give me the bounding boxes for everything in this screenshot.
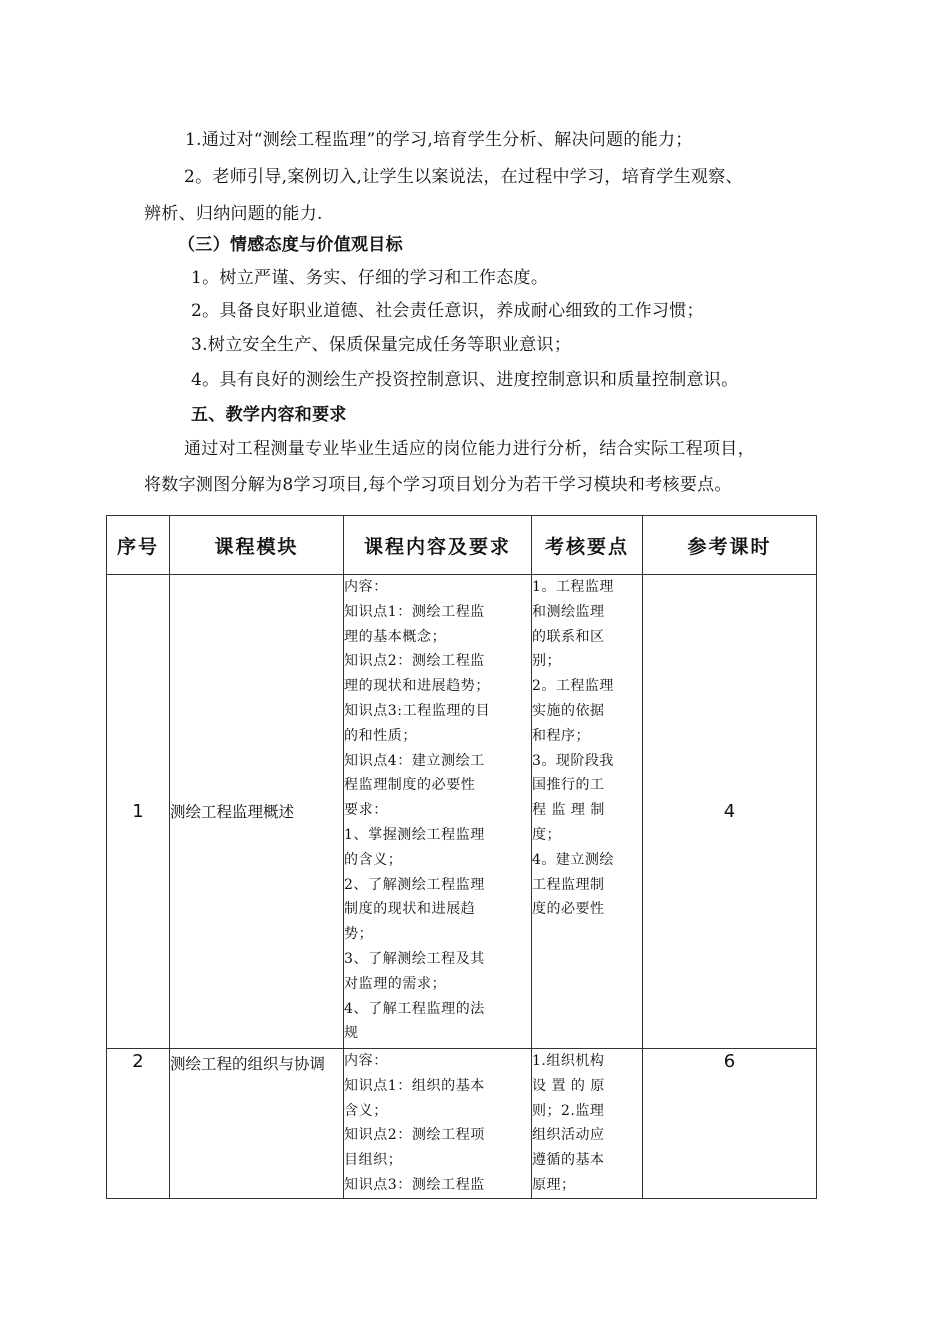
- section-heading-3: （三）情感态度与价值观目标: [178, 235, 403, 255]
- keypoint-line: 设 置 的 原: [532, 1077, 605, 1094]
- keypoint-line: 度的必要性: [532, 901, 605, 918]
- row-module: 测绘工程的组织与协调: [170, 1049, 344, 1199]
- keypoint-line: 组织活动应: [532, 1127, 605, 1144]
- content-line: 理的基本概念；: [344, 628, 447, 645]
- content-line: 知识点3：测绘工程监: [344, 1176, 485, 1193]
- content-line: 程监理制度的必要性: [344, 777, 476, 794]
- paragraph-skill-1: 1.通过对“测绘工程监理”的学习,培育学生分析、解决问题的能力；: [185, 130, 693, 150]
- keypoint-line: 程 监 理 制: [532, 802, 605, 819]
- row-content: [344, 575, 532, 1049]
- keypoint-line: 原理；: [532, 1176, 576, 1193]
- paragraph-skill-2b: 辨析、归纳问题的能力.: [144, 204, 323, 224]
- keypoint-line: 则；2.监理: [532, 1102, 605, 1119]
- content-line: 知识点1：测绘工程监: [344, 603, 485, 620]
- paragraph-attitude-2: 2。具备良好职业道德、社会责任意识，养成耐心细致的工作习惯；: [191, 301, 704, 321]
- row-index: 2: [107, 1049, 170, 1199]
- content-line: 知识点2：测绘工程监: [344, 653, 485, 670]
- header-module: 课程模块: [170, 516, 344, 575]
- keypoint-line: 度；: [532, 826, 561, 843]
- keypoint-line: 国推行的工: [532, 777, 605, 794]
- keypoint-line: 和程序；: [532, 727, 590, 744]
- paragraph-skill-2a: 2。老师引导,案例切入,让学生以案说法，在过程中学习，培育学生观察、: [184, 167, 743, 187]
- keypoint-line: 和测绘监理: [532, 603, 605, 620]
- keypoint-line: 的联系和区: [532, 628, 605, 645]
- content-line: 1、掌握测绘工程监理: [344, 826, 485, 843]
- content-line: 知识点4：建立测绘工: [344, 752, 485, 769]
- row-keypoints: [532, 575, 643, 1049]
- content-line: 3、了解测绘工程及其: [344, 950, 485, 967]
- content-line: 规: [344, 1025, 359, 1042]
- row-index: 1: [107, 575, 170, 1049]
- table-row: [107, 575, 817, 1049]
- table-row: [107, 1049, 817, 1199]
- content-line: 知识点1：组织的基本: [344, 1077, 485, 1094]
- row-module: 测绘工程监理概述: [170, 575, 344, 1049]
- content-line: 4、了解工程监理的法: [344, 1000, 485, 1017]
- keypoint-line: 工程监理制: [532, 876, 605, 893]
- row-hours: 4: [643, 575, 817, 1049]
- content-line: 制度的现状和进展趋: [344, 901, 476, 918]
- keypoint-line: 实施的依据: [532, 702, 605, 719]
- content-line: 的含义；: [344, 851, 403, 868]
- content-line: 知识点2：测绘工程项: [344, 1127, 485, 1144]
- content-line: 内容：: [344, 579, 388, 595]
- keypoint-line: 1.组织机构: [532, 1053, 605, 1069]
- content-line: 的和性质；: [344, 727, 417, 744]
- keypoint-line: 2。工程监理: [532, 678, 614, 695]
- content-line: 2、了解测绘工程监理: [344, 876, 485, 893]
- header-content: 课程内容及要求: [344, 516, 532, 575]
- section-heading-5: 五、教学内容和要求: [191, 405, 347, 425]
- content-line: 理的现状和进展趋势；: [344, 678, 490, 695]
- content-line: 知识点3:工程监理的目: [344, 702, 491, 719]
- keypoint-line: 3。现阶段我: [532, 752, 614, 769]
- table-header-row: [107, 516, 817, 575]
- paragraph-attitude-4: 4。具有良好的测绘生产投资控制意识、进度控制意识和质量控制意识。: [191, 370, 739, 390]
- header-hours: 参考课时: [643, 516, 817, 575]
- content-line: 含义；: [344, 1102, 388, 1119]
- row-hours: 6: [643, 1049, 817, 1199]
- content-line: 目组织；: [344, 1152, 403, 1169]
- paragraph-intro-2: 将数字测图分解为8学习项目,每个学习项目划分为若干学习模块和考核要点。: [144, 475, 732, 495]
- paragraph-attitude-3: 3.树立安全生产、保质保量完成任务等职业意识；: [191, 335, 572, 355]
- paragraph-attitude-1: 1。树立严谨、务实、仔细的学习和工作态度。: [191, 268, 549, 288]
- course-table: [106, 515, 817, 1199]
- keypoint-line: 别；: [532, 653, 561, 670]
- row-keypoints: [532, 1049, 643, 1199]
- header-keypoints: 考核要点: [532, 516, 643, 575]
- content-line: 要求：: [344, 802, 388, 819]
- content-line: 内容：: [344, 1053, 388, 1069]
- keypoint-line: 遵循的基本: [532, 1152, 605, 1169]
- keypoint-line: 1。工程监理: [532, 579, 614, 595]
- content-line: 势；: [344, 926, 374, 943]
- header-index: 序号: [107, 516, 170, 575]
- paragraph-intro-1: 通过对工程测量专业毕业生适应的岗位能力进行分析，结合实际工程项目，: [184, 439, 755, 459]
- content-line: 对监理的需求；: [344, 975, 447, 992]
- keypoint-line: 4。建立测绘: [532, 851, 614, 868]
- row-content: [344, 1049, 532, 1199]
